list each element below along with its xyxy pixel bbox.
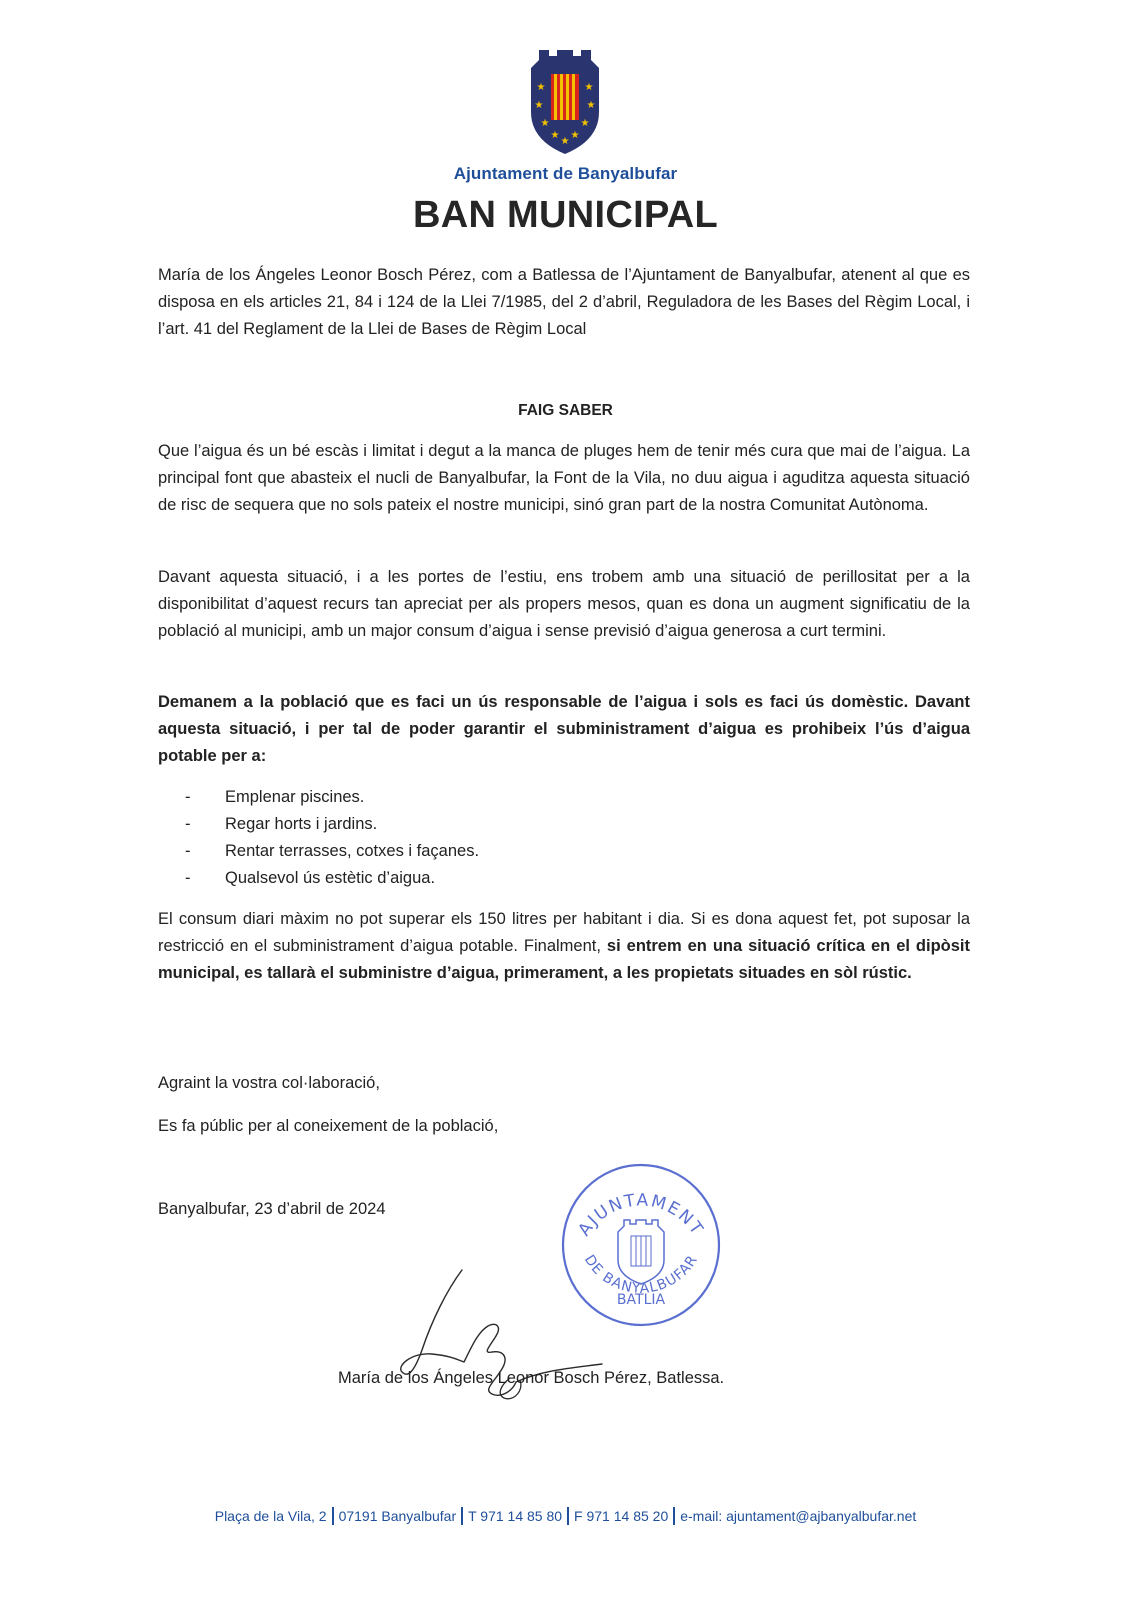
svg-text:★: ★ xyxy=(580,118,590,129)
public-notice-line: Es fa públic per al coneixement de la població, xyxy=(158,1117,499,1135)
list-marker: - xyxy=(185,869,191,887)
footer-separator xyxy=(673,1507,675,1525)
municipal-crest-logo xyxy=(519,44,611,156)
paragraph-prohibition-request: Demanem a la població que es faci un ús responsable de l’aigua i sols es faci ús domèstic. Davant aquesta situació, i per tal de poder garantir el subministrament d’aigua es prohibeix l’ús d’aigua potable per a: xyxy=(158,693,970,765)
list-item: - Qualsevol ús estètic d’aigua. xyxy=(185,865,479,892)
footer-separator xyxy=(332,1507,334,1525)
footer-postal: 07191 Banyalbufar xyxy=(338,1508,457,1524)
thanks-line: Agraint la vostra col·laboració, xyxy=(158,1074,380,1092)
list-item: - Regar horts i jardins. xyxy=(185,811,479,838)
footer-separator xyxy=(567,1507,569,1525)
svg-text:AJUNTAMENT xyxy=(574,1190,707,1240)
footer-phone: T 971 14 85 80 xyxy=(468,1508,563,1524)
paragraph-water-scarcity: Que l’aigua és un bé escàs i limitat i degut a la manca de pluges hem de tenir més cura que mai de l’aigua. La principal font que abasteix el nucli de Banyalbufar, la Font de la Vila, no duu aigua i aguditza aquesta situació de risc de sequera que no sols pateix el nostre municipi, sinó gran part de la nostra Comunitat Autònoma. xyxy=(158,442,970,514)
page-title: BAN MUNICIPAL xyxy=(412,194,719,236)
svg-text:★: ★ xyxy=(550,130,560,141)
footer-fax: F 971 14 85 20 xyxy=(574,1508,669,1524)
list-marker: - xyxy=(185,815,191,833)
prohibitions-list xyxy=(185,784,479,892)
svg-text:★: ★ xyxy=(534,100,544,111)
section-heading: FAIG SABER xyxy=(518,402,613,419)
paragraph-summer-situation: Davant aquesta situació, i a les portes de l’estiu, ens trobem amb una situació de perillositat per a la disponibilitat d’aquest recurs tan apreciat per als propers mesos, quan es dona un augment significatiu de la població al municipi, amb un major consum d’aigua i sense previsió d’aigua generosa a curt termini. xyxy=(158,568,970,640)
stamp-top-text: AJUNTAMENT xyxy=(574,1190,708,1240)
svg-text:★: ★ xyxy=(570,130,580,141)
organization-name: Ajuntament de Banyalbufar xyxy=(453,164,678,183)
consumption-warning: si entrem en una situació crítica en el dipòsit municipal, es tallarà el subministre d’aigua, primerament, a les propietats situades en sòl rústic. xyxy=(158,937,971,982)
stamp-bottom-text: DE BANYALBUFAR xyxy=(580,1252,702,1297)
svg-text:★: ★ xyxy=(536,82,546,93)
svg-text:★: ★ xyxy=(584,82,594,93)
footer-contact xyxy=(0,1507,1131,1525)
intro-paragraph: María de los Ángeles Leonor Bosch Pérez, com a Batlessa de l’Ajuntament de Banyalbufar, atenent al que es disposa en els articles 21, 84 i 124 de la Llei 7/1985, del 2 d’abril, Reguladora de les Bases del Règim Local, i l’art. 41 del Reglament de la Llei de Bases de Règim Local xyxy=(158,266,970,338)
signer-name: María de los Ángeles Leonor Bosch Pérez, Batlessa. xyxy=(338,1369,725,1387)
paragraph-consumption-limit xyxy=(158,906,970,987)
footer-address: Plaça de la Vila, 2 xyxy=(214,1508,327,1524)
list-marker: - xyxy=(185,788,191,806)
svg-text:★: ★ xyxy=(560,136,570,147)
footer-separator xyxy=(461,1507,463,1525)
footer-email: e-mail: ajuntament@ajbanyalbufar.net xyxy=(680,1508,917,1524)
list-item: - Emplenar piscines. xyxy=(185,784,479,811)
svg-text:★: ★ xyxy=(540,118,550,129)
svg-text:★: ★ xyxy=(586,100,596,111)
place-date-line: Banyalbufar, 23 d’abril de 2024 xyxy=(158,1200,386,1218)
list-item: - Rentar terrasses, cotxes i façanes. xyxy=(185,838,479,865)
list-marker: - xyxy=(185,842,191,860)
consumption-text: El consum diari màxim no pot superar els 150 litres per habitant i dia. Si es dona aquest fet, pot suposar la restricció en el subministrament d’aigua potable. Finalment, xyxy=(158,910,970,955)
stamp-center-text: BATLIA xyxy=(616,1292,666,1308)
